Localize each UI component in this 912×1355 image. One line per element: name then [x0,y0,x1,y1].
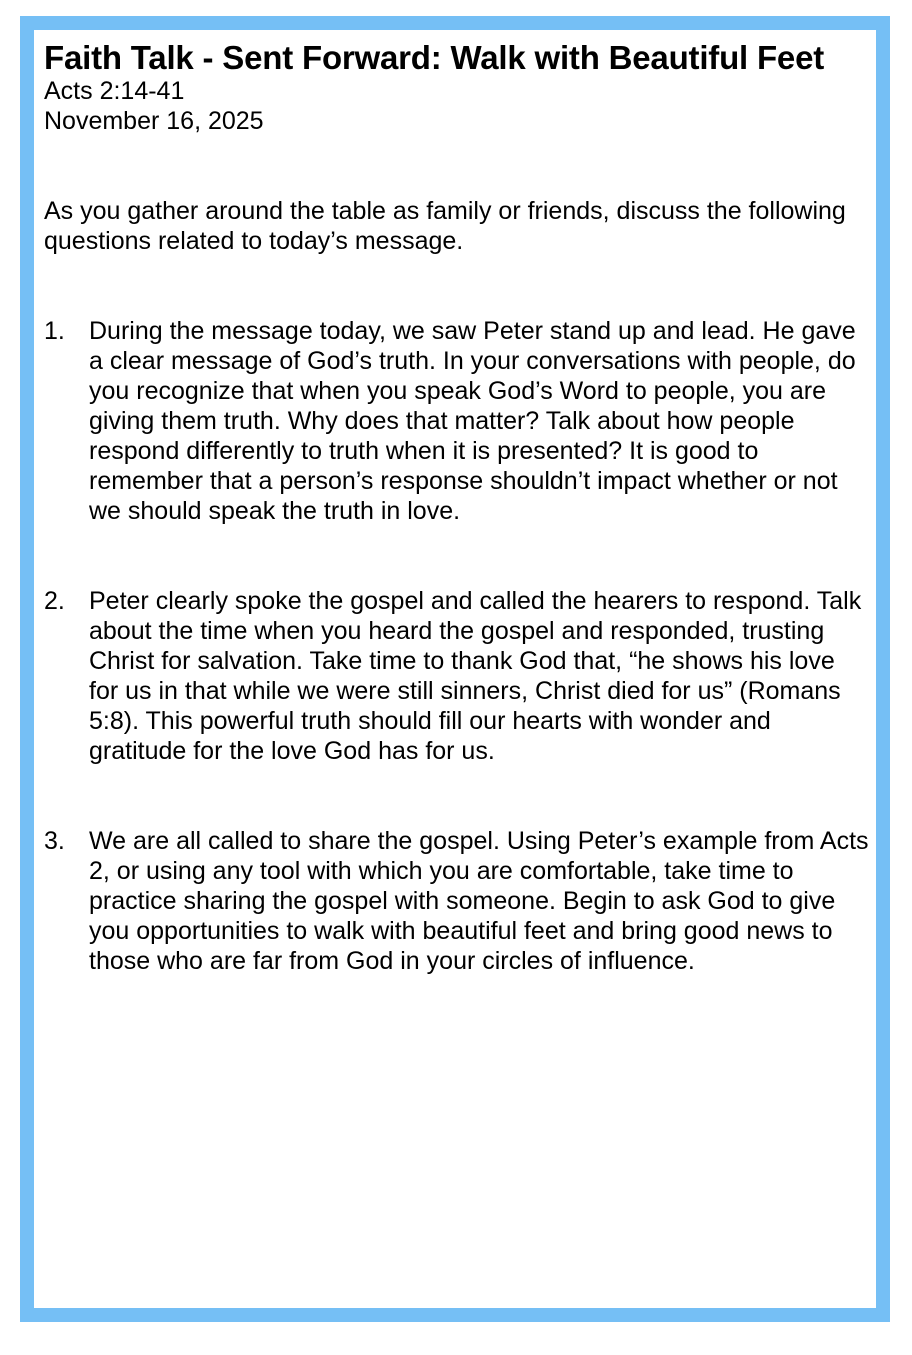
question-item [44,586,870,766]
question-item [44,316,870,526]
question-number: 2. [44,587,65,615]
scripture-reference: Acts 2:14-41 [44,77,185,105]
document-date: November 16, 2025 [44,107,264,135]
questions-list [44,316,870,976]
question-text: We are all called to share the gospel. Using Peter’s example from Acts 2, or using any tool with which you are comfortable, take time to practice sharing the gospel with someone. Begin to ask God to give you opportunities to walk with beautiful feet and bring good news to those who are far from God in your circles of influence. [89,827,869,975]
question-number: 3. [44,827,65,855]
page-border-frame [20,16,890,1322]
document-title: Faith Talk - Sent Forward: Walk with Beautiful Feet [44,39,825,76]
intro-paragraph: As you gather around the table as family or friends, discuss the following questions related to today’s message. [44,197,846,255]
question-item [44,826,870,976]
document-content [44,40,870,1036]
question-text: During the message today, we saw Peter stand up and lead. He gave a clear message of God’s truth. In your conversations with people, do you recognize that when you speak God’s Word to people, you are giving them truth. Why does that matter? Talk about how people respond differently to truth when it is presented? It is good to remember that a person’s response shouldn’t impact whether or not we should speak the truth in love. [89,317,856,525]
question-number: 1. [44,317,65,345]
question-text: Peter clearly spoke the gospel and called the hearers to respond. Talk about the time when you heard the gospel and responded, trusting Christ for salvation. Take time to thank God that, “he shows his love for us in that while we were still sinners, Christ died for us” (Romans 5:8). This powerful truth should fill our hearts with wonder and gratitude for the love God has for us. [89,587,862,765]
